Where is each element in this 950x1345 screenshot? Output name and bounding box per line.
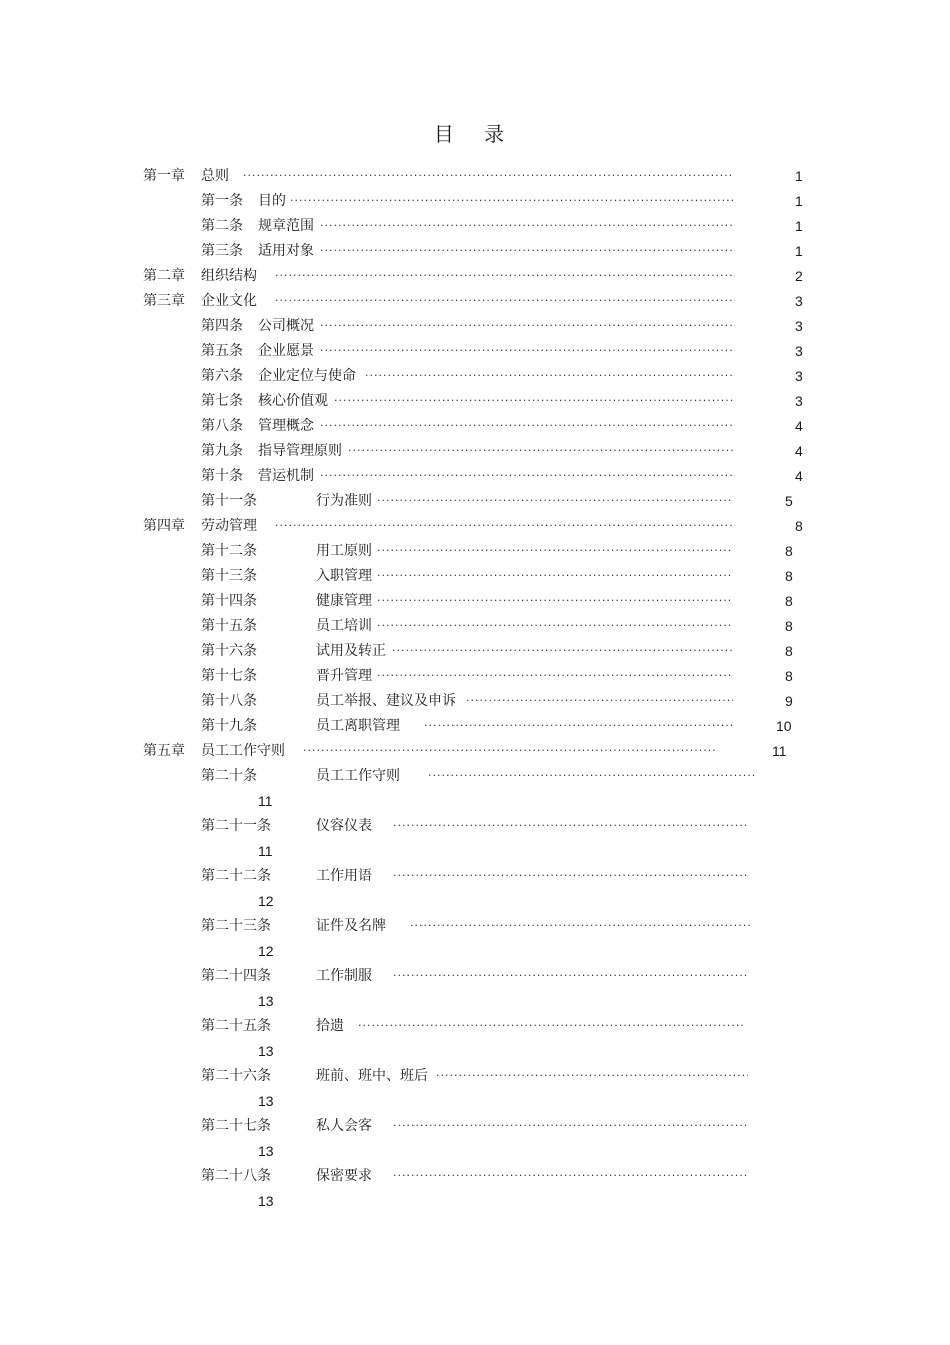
- toc-entry-title: 试用及转正: [316, 643, 386, 659]
- toc-entry[interactable]: [0, 490, 950, 512]
- dot-leader: [290, 190, 735, 212]
- dot-leader: [377, 665, 733, 687]
- toc-entry[interactable]: [0, 1065, 950, 1087]
- dot-leader: [320, 215, 735, 237]
- toc-entry-page-number: 11: [258, 793, 273, 809]
- toc-entry-page-number: 4: [795, 443, 803, 459]
- dot-leader: [320, 240, 735, 262]
- toc-entry-title: 企业定位与使命: [258, 368, 356, 384]
- dot-leader: [348, 440, 735, 462]
- toc-entry-label: 第六条: [201, 368, 243, 384]
- dot-leader: [377, 565, 733, 587]
- toc-entry-page-number: 11: [772, 743, 787, 759]
- dot-leader: [393, 965, 748, 987]
- toc-entry-label: 第十九条: [201, 718, 257, 734]
- toc-entry[interactable]: [0, 340, 950, 362]
- toc-entry[interactable]: [0, 465, 950, 487]
- toc-entry-title: 保密要求: [316, 1168, 372, 1184]
- toc-entry-page-number: 10: [776, 718, 792, 734]
- toc-entry-label: 第三条: [201, 243, 243, 259]
- dot-leader: [377, 540, 733, 562]
- toc-entry-label: 第十二条: [201, 543, 257, 559]
- toc-entry[interactable]: [0, 965, 950, 987]
- toc-entry-page-number: 12: [258, 943, 274, 959]
- dot-leader: [410, 915, 750, 937]
- toc-entry[interactable]: [0, 240, 950, 262]
- toc-entry[interactable]: [0, 740, 950, 762]
- toc-entry-title: 班前、班中、班后: [316, 1068, 428, 1084]
- toc-entry[interactable]: [0, 265, 950, 287]
- toc-entry-title: 组织结构: [201, 268, 257, 284]
- dot-leader: [393, 1115, 748, 1137]
- toc-entry[interactable]: [0, 1115, 950, 1137]
- toc-entry-page-number: 1: [795, 218, 803, 234]
- toc-entry-label: 第十一条: [201, 493, 257, 509]
- toc-entry-title: 适用对象: [258, 243, 314, 259]
- dot-leader: [358, 1015, 745, 1037]
- toc-entry-label: 第五条: [201, 343, 243, 359]
- toc-entry-page-number: 12: [258, 893, 274, 909]
- toc-entry[interactable]: [0, 540, 950, 562]
- toc-entry-title: 工作用语: [316, 868, 372, 884]
- toc-entry-title: 员工离职管理: [316, 718, 400, 734]
- toc-entry-page-number: 3: [795, 318, 803, 334]
- toc-entry-label: 第十条: [201, 468, 243, 484]
- toc-entry[interactable]: [0, 765, 950, 787]
- toc-entry-label: 第二十七条: [201, 1118, 271, 1134]
- toc-entry-page-number: 11: [258, 843, 273, 859]
- toc-entry[interactable]: [0, 365, 950, 387]
- toc-entry-page-number: 2: [795, 268, 803, 284]
- toc-entry[interactable]: [0, 865, 950, 887]
- toc-entry-title: 公司概况: [258, 318, 314, 334]
- toc-entry-page-number: 5: [785, 493, 793, 509]
- toc-entry[interactable]: [0, 640, 950, 662]
- toc-entry-label: 第十七条: [201, 668, 257, 684]
- toc-entry-page-number: 13: [258, 1093, 274, 1109]
- toc-entry-title: 目的: [258, 193, 286, 209]
- toc-entry-page-number: 3: [795, 343, 803, 359]
- toc-entry[interactable]: [0, 1015, 950, 1037]
- toc-entry-label: 第十八条: [201, 693, 257, 709]
- toc-entry-title: 核心价值观: [258, 393, 328, 409]
- toc-entry-page-number: 9: [785, 693, 793, 709]
- toc-entry[interactable]: [0, 390, 950, 412]
- toc-entry[interactable]: [0, 665, 950, 687]
- dot-leader: [377, 615, 733, 637]
- toc-entry-page-number: 8: [785, 568, 793, 584]
- toc-entry-title: 健康管理: [316, 593, 372, 609]
- toc-entry[interactable]: [0, 815, 950, 837]
- toc-entry-label: 第二十二条: [201, 868, 271, 884]
- dot-leader: [393, 1165, 748, 1187]
- dot-leader: [275, 515, 735, 537]
- toc-entry-page-number: 8: [785, 668, 793, 684]
- toc-entry-label: 第十五条: [201, 618, 257, 634]
- toc-entry[interactable]: [0, 915, 950, 937]
- toc-entry-page-number: 3: [795, 368, 803, 384]
- toc-entry-label: 第八条: [201, 418, 243, 434]
- toc-entry[interactable]: [0, 415, 950, 437]
- toc-entry-page-number: 4: [795, 418, 803, 434]
- dot-leader: [377, 490, 733, 512]
- toc-entry[interactable]: [0, 315, 950, 337]
- toc-entry-label: 第四条: [201, 318, 243, 334]
- toc-entry-title: 证件及名牌: [316, 918, 386, 934]
- toc-entry[interactable]: [0, 565, 950, 587]
- toc-entry[interactable]: [0, 715, 950, 737]
- dot-leader: [365, 365, 735, 387]
- toc-entry[interactable]: [0, 165, 950, 187]
- toc-entry-title: 劳动管理: [201, 518, 257, 534]
- toc-entry-title: 仪容仪表: [316, 818, 372, 834]
- toc-entry-page-number: 13: [258, 1043, 274, 1059]
- toc-entry[interactable]: [0, 190, 950, 212]
- toc-entry-title: 企业愿景: [258, 343, 314, 359]
- toc-entry-page-number: 8: [795, 518, 803, 534]
- toc-entry-title: 员工工作守则: [201, 743, 285, 759]
- toc-entry[interactable]: [0, 290, 950, 312]
- toc-entry-title: 员工培训: [316, 618, 372, 634]
- dot-leader: [393, 865, 748, 887]
- dot-leader: [377, 590, 733, 612]
- toc-entry-label: 第二章: [143, 268, 185, 284]
- toc-entry-label: 第二条: [201, 218, 243, 234]
- toc-entry-label: 第十六条: [201, 643, 257, 659]
- dot-leader: [275, 290, 735, 312]
- dot-leader: [466, 690, 733, 712]
- toc-entry-page-number: 8: [785, 643, 793, 659]
- toc-entry-label: 第五章: [143, 743, 185, 759]
- toc-entry-title: 企业文化: [201, 293, 257, 309]
- toc-entry-label: 第九条: [201, 443, 243, 459]
- dot-leader: [424, 715, 733, 737]
- toc-entry-title: 指导管理原则: [258, 443, 342, 459]
- toc-entry-title: 员工工作守则: [316, 768, 400, 784]
- toc-entry-page-number: 13: [258, 1143, 274, 1159]
- toc-entry[interactable]: [0, 440, 950, 462]
- dot-leader: [320, 315, 735, 337]
- toc-entry[interactable]: [0, 1165, 950, 1187]
- toc-entry-label: 第二十四条: [201, 968, 271, 984]
- toc-entry-title: 管理概念: [258, 418, 314, 434]
- toc-entry-title: 员工举报、建议及申诉: [316, 693, 456, 709]
- dot-leader: [275, 265, 735, 287]
- toc-entry[interactable]: [0, 615, 950, 637]
- toc-entry-label: 第三章: [143, 293, 185, 309]
- toc-entry-title: 晋升管理: [316, 668, 372, 684]
- toc-entry-label: 第二十六条: [201, 1068, 271, 1084]
- toc-entry-title: 规章范围: [258, 218, 314, 234]
- toc-entry-label: 第二十一条: [201, 818, 271, 834]
- toc-entry-label: 第一条: [201, 193, 243, 209]
- toc-entry-label: 第二十三条: [201, 918, 271, 934]
- toc-entry-page-number: 3: [795, 293, 803, 309]
- toc-entry-title: 入职管理: [316, 568, 372, 584]
- toc-entry[interactable]: [0, 690, 950, 712]
- dot-leader: [428, 765, 755, 787]
- dot-leader: [303, 740, 718, 762]
- toc-entry-page-number: 1: [795, 243, 803, 259]
- dot-leader: [320, 415, 735, 437]
- dot-leader: [436, 1065, 748, 1087]
- toc-entry-page-number: 8: [785, 543, 793, 559]
- toc-entry-label: 第二十八条: [201, 1168, 271, 1184]
- toc-entry-page-number: 1: [795, 168, 803, 184]
- dot-leader: [392, 640, 733, 662]
- toc-entry-title: 营运机制: [258, 468, 314, 484]
- toc-entry-page-number: 13: [258, 993, 274, 1009]
- toc-entry-label: 第二十五条: [201, 1018, 271, 1034]
- toc-entry-page-number: 8: [785, 593, 793, 609]
- toc-entry[interactable]: [0, 515, 950, 537]
- dot-leader: [243, 165, 732, 187]
- toc-entry-page-number: 8: [785, 618, 793, 634]
- dot-leader: [393, 815, 748, 837]
- toc-entry-label: 第十四条: [201, 593, 257, 609]
- toc-entry-label: 第二十条: [201, 768, 257, 784]
- page-title: 目 录: [433, 122, 517, 146]
- dot-leader: [320, 340, 735, 362]
- toc-entry-page-number: 3: [795, 393, 803, 409]
- toc-entry-title: 私人会客: [316, 1118, 372, 1134]
- toc-entry-page-number: 13: [258, 1193, 274, 1209]
- toc-entry-title: 用工原则: [316, 543, 372, 559]
- toc-entry-title: 拾遗: [316, 1018, 344, 1034]
- toc-entry[interactable]: [0, 590, 950, 612]
- toc-entry-label: 第四章: [143, 518, 185, 534]
- toc-entry-page-number: 1: [795, 193, 803, 209]
- toc-entry-label: 第十三条: [201, 568, 257, 584]
- toc-entry-page-number: 4: [795, 468, 803, 484]
- toc-entry[interactable]: [0, 215, 950, 237]
- dot-leader: [320, 465, 735, 487]
- dot-leader: [334, 390, 735, 412]
- toc-entry-title: 工作制服: [316, 968, 372, 984]
- toc-entry-title: 总则: [201, 168, 229, 184]
- toc-entry-label: 第一章: [143, 168, 185, 184]
- toc-entry-title: 行为准则: [316, 493, 372, 509]
- toc-entry-label: 第七条: [201, 393, 243, 409]
